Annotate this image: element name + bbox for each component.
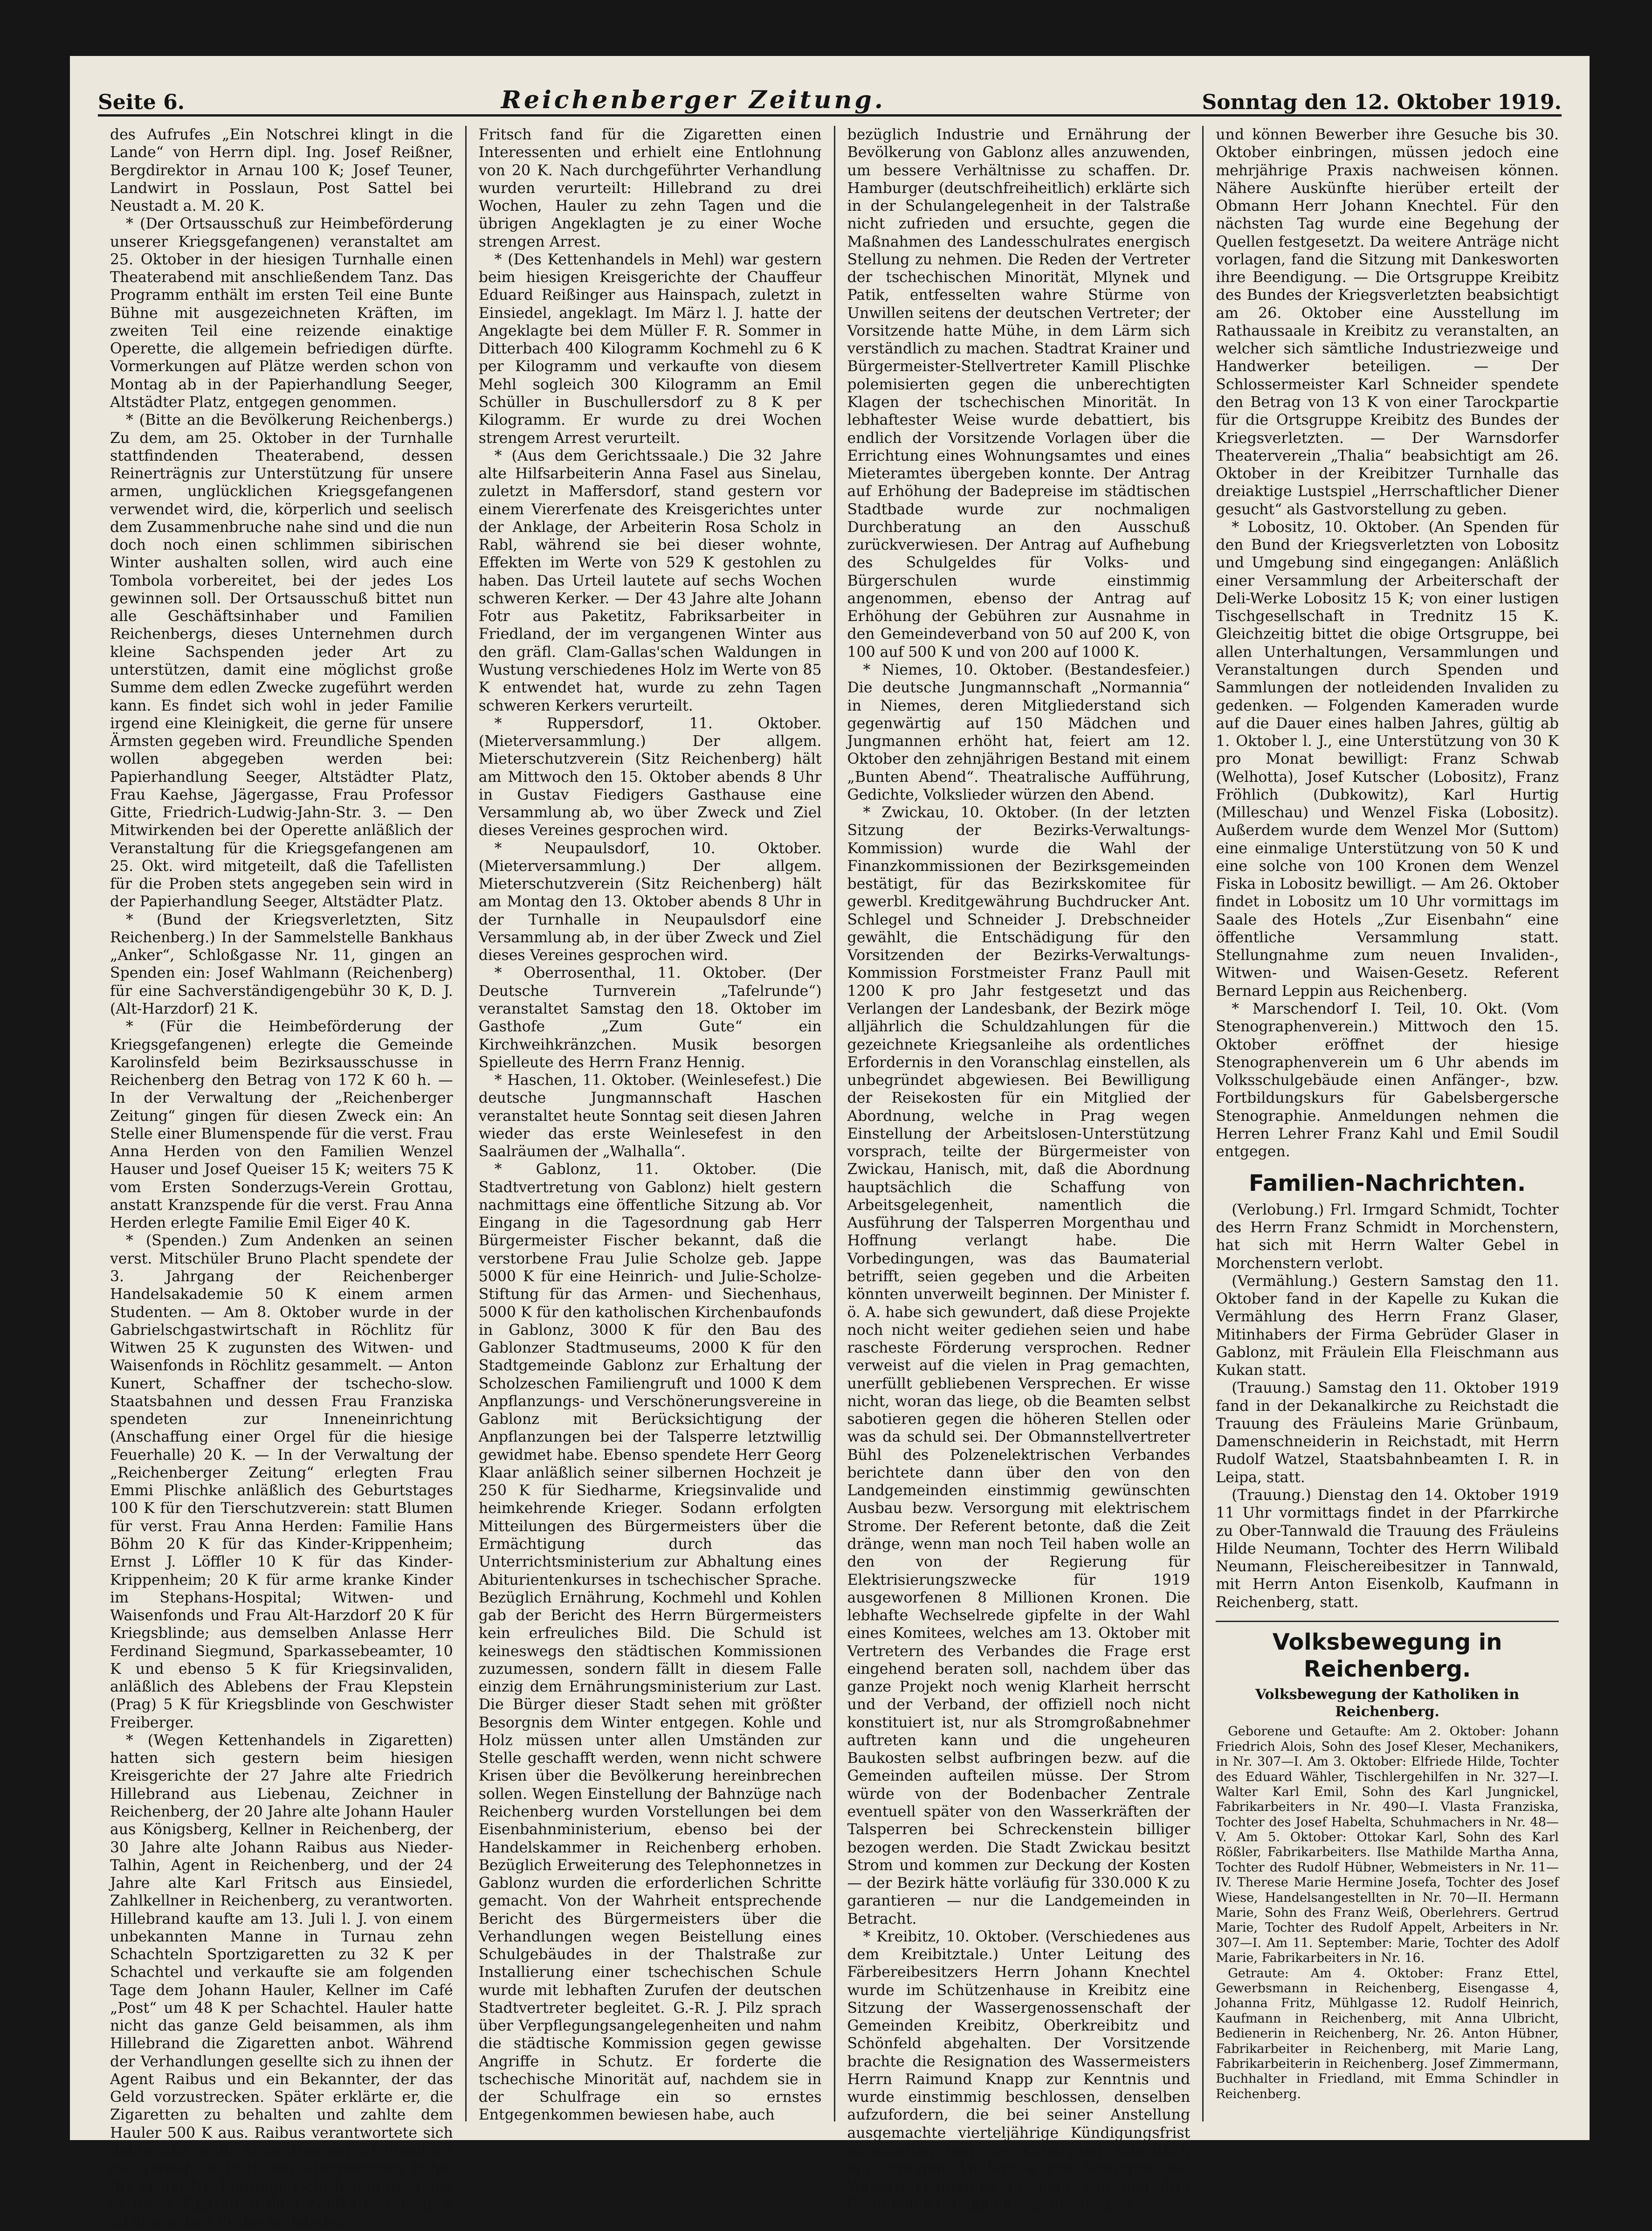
issue-date: Sonntag den 12. Oktober 1919. (1202, 90, 1562, 114)
newspaper-page (70, 56, 1590, 2231)
population-movement (1216, 1724, 1559, 2102)
column-2 (467, 126, 835, 2124)
column-3 (835, 126, 1204, 2213)
article-paragraph: Fritsch fand für die Zigaretten einen Interessenten und erhielt eine Entlohnung von 20 K. Nach durchgeführter Verhandlung wurden verurteilt: Hillebrand zu drei Wochen, Hauler zu zehn Tagen und die übrigen Angeklagten je zu einer Woche strengen Arrest. (478, 126, 822, 250)
family-news-heading: Familien-Nachrichten. (1249, 1170, 1526, 1197)
registry-entry: Getraute: Am 4. Oktober: Franz Ettel, Gewerbsmann in Reichenberg, Eisengasse 4, Johanna Fritz, Mühlgasse 12. Rudolf Heinrich, Kaufmann in Reichenberg, mit Anna Ulbricht, Bedienerin in Reichenberg, Nr. 26. Anton Hübner, Fabrikarbeiter in Reichenberg, mit Marie Lang, Fabrikarbeiterin in Reichenberg. Josef Zimmermann, Buchhalter in Friedland, mit Emma Schindler in Reichenberg. (1216, 1966, 1559, 2101)
registry-entry: Geborene und Getaufte: Am 2. Oktober: Johann Friedrich Alois, Sohn des Josef Kleser, Mechanikers, in Nr. 307—I. Am 3. Oktober: Elfriede Hilde, Tochter des Eduard Wähler, Tischlergehilfen in Nr. 327—I. Walter Karl Emil, Sohn des Karl Jungnickel, Fabrikarbeiters in Nr. 490—I. Vlasta Franziska, Tochter des Josef Habelta, Schuhmachers in Nr. 48—V. Am 5. Oktober: Ottokar Karl, Sohn des Karl Rößler, Fabrikarbeiters. Ilse Mathilde Martha Anna, Tochter des Rudolf Hübner, Webmeisters in Nr. 11—IV. Therese Marie Hermine Josefa, Tochter des Josef Wiese, Handelsangestellten in Nr. 70—II. Hermann Marie, Sohn des Franz Weiß, Oberlehrers. Gertrud Marie, Tochter des Rudolf Appelt, Arbeiters in Nr. 307—I. Am 11. September: Marie, Tochter des Adolf Marie, Fabrikarbeiters in Nr. 16. (1216, 1724, 1559, 1966)
article-paragraph: * (Für die Heimbeförderung der Kriegsgefangenen) erlegte die Gemeinde Karolinsfeld beim Bezirksausschusse in Reichenberg den Betrag von 172 K 60 h. — In der Verwaltung der „Reichenberger Zeitung“ gingen für diesen Zweck ein: An Stelle einer Blumenspende für die verst. Frau Anna Herden von den Familien Wenzel Hauser und Josef Queiser 15 K; weiters 75 K vom Ersten Sonderzugs-Verein Grottau, anstatt Kranzspende für die verst. Frau Anna Herden erlegte Familie Emil Eiger 40 K. (110, 1018, 453, 1232)
population-movement-heading: Volksbewegung in Reichenberg. (1216, 1621, 1559, 1683)
article-paragraph: * Gablonz, 11. Oktober. (Die Stadtvertretung von Gablonz) hielt gestern nachmittags eine öffentliche Sitzung ab. Vor Eingang in die Tagesordnung gab Herr Bürgermeister Fischer bekannt, daß die verstorbene Frau Julie Scholze geb. Jappe 5000 K für eine Heinrich- und Julie-Scholze-Stiftung für das Armen- und Siechenhaus, 5000 K für den katholischen Kirchenbaufonds in Gablonz, 3000 K für den Bau des Gablonzer Stadtmuseums, 2000 K für den Stadtgemeinde Gablonz zur Erhaltung der Scholzeschen Familiengruft und 1000 K dem Anpflanzungs- und Verschönerungsvereine in Gablonz mit Berücksichtigung der Anpflanzungen bei der Talsperre letztwillig gewidmet habe. Ebenso spendete Herr Georg Klaar anläßlich seiner silbernen Hochzeit je 250 K für Siedharme, Kriegsinvalide und heimkehrende Krieger. Sodann erfolgten Mitteilungen des Bürgermeisters über die Ermächtigung durch das Unterrichtsministerium zur Abhaltung eines Abiturientenkurses in tschechischer Sprache. Bezüglich Ernährung, Kochmehl und Kohlen gab der Bericht des Herrn Bürgermeisters kein erfreuliches Bild. Die Schuld ist keineswegs den städtischen Kommissionen zuzumessen, sondern fällt in diesem Falle einzig dem Ernährungsministerium zur Last. Die Bürger dieser Stadt sehen mit größter Besorgnis dem Winter entgegen. Kohle und Holz müssen unter allen Umständen zur Stelle geschafft werden, wenn nicht schwere Krisen über die Bevölkerung hereinbrechen sollen. Wegen Einstellung der Bahnzüge nach Reichenberg wurden Vorstellungen bei dem Eisenbahnministerium, ebenso bei der Handelskammer in Reichenberg erhoben. Bezüglich Erweiterung des Telephonnetzes in Gablonz wurden die erforderlichen Schritte gemacht. Von der Wahrheit entsprechende Bericht des Bürgermeisters über die Verhandlungen wegen Beistellung eines Schulgebäudes in der Thalstraße zur Installierung einer tschechischen Schule wurde mit lebhaften Zurufen der deutschen Stadtvertreter begleitet. G.-R. J. Pilz sprach über Verpflegungsangelegenheiten und nahm die städtische Kommission gegen gewisse Angriffe in Schutz. Er forderte die tschechische Minorität auf, nachdem sie in der Schulfrage ein so ernstes Entgegenkommen bewiesen habe, auch (478, 1161, 822, 2124)
article-paragraph: bezüglich Industrie und Ernährung der Bevölkerung von Gablonz alles anzuwenden, um bessere Verhältnisse zu schaffen. Dr. Hamburger (deutschfreiheitlich) erklärte sich in der Schulangelegenheit in der Talstraße nicht zufrieden und ersuchte, gegen die Maßnahmen des Landesschulrates energisch Stellung zu nehmen. Die Reden der Vertreter der tschechischen Minorität, Mlynek und Patik, entfesselten wahre Stürme von Unwillen seitens der deutschen Vertreter; der Vorsitzende hatte Mühe, in dem Lärm sich verständlich zu machen. Stadtrat Krainer und Bürgermeister-Stellvertreter Kamill Plischke polemisierten gegen die unberechtigten Klagen der tschechischen Minorität. In lebhaftester Weise wurde debattiert, bis endlich der Vorsitzende Vorlagen über die Errichtung eines Wohnungsamtes und eines Mieteramtes übergeben konnte. Der Antrag auf Erhöhung der Badepreise im städtischen Stadtbade wurde zur nochmaligen Durchberatung an den Ausschuß zurückverwiesen. Der Antrag auf Aufhebung des Schulgeldes für Volks- und Bürgerschulen wurde einstimmig angenommen, ebenso der Antrag auf Erhöhung der Gebühren zur Ausnahme in den Gemeindeverband von 50 auf 200 K, von 100 auf 500 K und von 200 auf 1000 K. (847, 126, 1191, 661)
article-paragraph: * Neupaulsdorf, 10. Oktober. (Mieterversammlung.) Der allgem. Mieterschutzverein (Sitz Reichenberg) hält am Montag den 13. Oktober abends 8 Uhr in der Turnhalle in Neupaulsdorf eine Versammlung ab, in der über Zweck und Ziel dieses Vereines gesprochen wird. (478, 840, 822, 964)
article-paragraph: des Aufrufes „Ein Notschrei klingt in die Lande“ von Herrn dipl. Ing. Josef Reißner, Bergdirektor in Arnau 100 K; Josef Teuner, Landwirt in Posslaun, Post Sattel bei Neustadt a. M. 20 K. (110, 126, 453, 215)
family-notice: (Vermählung.) Gestern Samstag den 11. Oktober fand in der Kapelle zu Kukan die Vermählung des Herrn Franz Glaser, Mitinhabers der Firma Gebrüder Glaser in Gablonz, mit Fräulein Ella Fleischmann aus Kukan statt. (1216, 1272, 1559, 1379)
population-movement-subheading: Volksbewegung der Katholiken in Reichenberg. (1255, 1686, 1520, 1720)
article-paragraph: * Ruppersdorf, 11. Oktober. (Mieterversammlung.) Der allgem. Mieterschutzverein (Sitz Reichenberg) hält am Mittwoch den 15. Oktober abends 8 Uhr in Gustav Fiedigers Gasthause eine Versammlung ab, wo über Zweck und Ziel dieses Vereines gesprochen wird. (478, 715, 822, 839)
family-notice: (Trauung.) Samstag den 11. Oktober 1919 fand in der Dekanalkirche zu Reichstadt die Trauung des Fräuleins Marie Grünbaum, Damenschneiderin in Reichstadt, mit Herrn Rudolf Watzel, Staatsbahnbeamten I. R. in Leipa, statt. (1216, 1380, 1559, 1486)
article-paragraph: * Marschendorf I. Teil, 10. Okt. (Vom Stenographenverein.) Mittwoch den 15. Oktober eröffnet der hiesige Stenographenverein um 6 Uhr abends im Volksschulgebäude einen Anfänger-, bzw. Fortbildungskurs für Gabelsbergersche Stenographie. Anmeldungen nehmen die Herren Lehrer Franz Kahl und Emil Soudil entgegen. (1216, 1001, 1559, 1160)
column-4 (1204, 126, 1571, 2121)
article-paragraph: * Kreibitz, 10. Oktober. (Verschiedenes aus dem Kreibitztale.) Unter Leitung des Färbereibesitzers Herrn Johann Knechtel wurde im Schützenhause in Kreibitz eine Sitzung der Wassergenossenschaft der Gemeinden Kreibitz, Oberkreibitz und Schönfeld abgehalten. Der Vorsitzende brachte die Resignation des Wassermeisters Herrn Raimund Knapp zur Kenntnis und wurde einstimmig beschlossen, denselben aufzufordern, die bei seiner Anstellung ausgemachte vierteljährige Kündigungsfrist einzuhalten und die Kündigung schriftlich einzubringen. Weiters wurde bestimmt, die Wassermeisterstelle in jeder von den drei Gemeinden ortsüblich auszuschreiben (847, 1928, 1191, 2213)
family-notice: (Trauung.) Dienstag den 14. Oktober 1919 11 Uhr vormittags findet in der Pfarrkirche zu Ober-Tannwald die Trauung des Fräuleins Hilde Neumann, Tochter des Herrn Wilibald Neumann, Fleischereibesitzer in Tannwald, mit Herrn Anton Eisenkolb, Kaufmann in Reichenberg, statt. (1216, 1486, 1559, 1611)
columns (98, 126, 1571, 2231)
article-paragraph: * Zwickau, 10. Oktober. (In der letzten Sitzung der Bezirks-Verwaltungs-Kommission) wurde die Wahl der Finanzkommissionen der Bezirksgemeinden bestätigt, für das Bezirkskomitee für gewerbl. Kreditgewährung Buchdrucker Ant. Schlegel und Schneider J. Drebschneider gewählt, die Entschädigung für den Vorsitzenden der Bezirks-Verwaltungs-Kommission Forstmeister Franz Paull mit 1200 K pro Jahr festgesetzt und das Verlangen der Landesbank, der Bezirk möge alljährlich die Schuldzahlungen für die gezeichnete Kriegsanleihe als ordentliches Erfordernis in den Voranschlag einstellen, als unbegründet abgewiesen. Bei Bewilligung der Reisekosten für ein Mitglied der Abordnung, welche in Prag wegen Einstellung der Arbeitslosen-Unterstützung vorsprach, teilte der Bürgermeister von Zwickau, Hanisch, mit, daß die Abordnung hauptsächlich die Schaffung von Arbeitsgelegenheit, namentlich die Ausführung der Talsperren Morgenthau und Hoffnung verlangt habe. Die Vorbedingungen, was das Baumaterial betrifft, seien gegeben und die Arbeiten könnten unverweilt beginnen. Der Minister f. ö. A. habe sich gewundert, daß diese Projekte noch nicht weiter gediehen seien und habe rascheste Förderung versprochen. Redner verweist auf die vielen in Prag gemachten, unerfüllt gebliebenen Versprechen. Er wisse nicht, woran das liege, ob die Beamten selbst sabotieren gegen die höheren Stellen oder was da schuld sei. Der Obmannstellvertreter Bühl des Polzenelektrischen Verbandes berichtete dann über den von den Landgemeinden einstimmig gewünschten Ausbau bezw. Versorgung mit elektrischem Strome. Der Referent betonte, daß die Zeit dränge, wenn man noch Teil haben wolle an den von der Regierung für Elektrisierungszwecke für 1919 ausgeworfenen 8 Millionen Kronen. Die lebhafte Wechselrede gipfelte in der Wahl eines Komitees, welches am 13. Oktober mit Vertretern des Verbandes die Frage erst eingehend beraten soll, nachdem über das ganze Projekt noch wenig Klarheit herrscht und der Verband, der offiziell noch nicht konstituiert ist, nur als Stromgroßabnehmer auftreten kann und die ungeheuren Baukosten selbst aufbringen bezw. auf die Gemeinden aufteilen müsse. Der Strom würde von der Bodenbacher Zentrale eventuell später von den Wasserkräften der Talsperren bei Schreckenstein billiger bezogen werden. Die Stadt Zwickau besitzt Strom und kommen zur Deckung der Kosten — der Bezirk hätte vorläufig für 330.000 K zu garantieren — nur die Landgemeinden in Betracht. (847, 804, 1191, 1927)
article-paragraph: * Oberrosenthal, 11. Oktober. (Der Deutsche Turnverein „Tafelrunde“) veranstaltet Samstag den 18. Oktober im Gasthofe „Zum Gute“ ein Kirchweihkränzchen. Musik besorgen Spielleute des Herrn Franz Hennig. (478, 965, 822, 1071)
article-paragraph: * (Aus dem Gerichtssaale.) Die 32 Jahre alte Hilfsarbeiterin Anna Fasel aus Sinelau, zuletzt in Maffersdorf, stand gestern vor einem Viererfenate des Kreisgerichtes unter der Anklage, der Arbeiterin Rosa Scholz in Rabl, während sie bei dieser wohnte, Effekten im Werte von 529 K gestohlen zu haben. Das Urteil lautete auf sechs Wochen schweren Kerker. — Der 43 Jahre alte Johann Fotr aus Paketitz, Fabriksarbeiter in Friedland, der im vergangenen Winter aus den gräfl. Clam-Gallas'schen Waldungen in Wustung verschiedenes Holz im Werte von 85 K entwendet hat, wurde zu zehn Tagen schweren Kerkers verurteilt. (478, 447, 822, 714)
page-number: Seite 6. (98, 90, 185, 114)
family-news (1216, 1201, 1559, 1611)
article-paragraph: und können Bewerber ihre Gesuche bis 30. Oktober einbringen, müssen jedoch eine mehrjährige Praxis nachweisen können. Nähere Auskünfte hierüber erteilt der Obmann Herr Johann Knechtel. Für den nächsten Tag wurde eine Begehung der Quellen festgesetzt. Da weitere Anträge nicht vorlagen, fand die Sitzung mit Dankesworten ihre Beendigung. — Die Ortsgruppe Kreibitz des Bundes der Kriegsverletzten beabsichtigt am 26. Oktober eine Ausstellung im Rathaussaale in Kreibitz zu veranstalten, an welcher sich sämtliche Industriezweige und Handwerker beteiligen. — Der Schlossermeister Karl Schneider spendete den Betrag von 13 K von einer Tarockpartie für die Ortsgruppe Kreibitz des Bundes der Kriegsverletzten. — Der Warnsdorfer Theaterverein „Thalia“ beabsichtigt am 26. Oktober in der Kreibitzer Turnhalle das dreiaktige Lustspiel „Herrschaftlicher Diener gesucht“ als Gastvorstellung zu geben. (1216, 126, 1559, 518)
article-paragraph: * Lobositz, 10. Oktober. (An Spenden für den Bund der Kriegsverletzten von Lobositz und Umgebung sind eingegangen: Anläßlich einer Versammlung der Arbeiterschaft der Deli-Werke Lobositz 15 K; von einer lustigen Tischgesellschaft in Trednitz 15 K. Gleichzeitig bittet die obige Ortsgruppe, bei allen Unterhaltungen, Versammlungen und Veranstaltungen durch Spenden und Sammlungen der notleidenden Invaliden zu gedenken. — Folgenden Kameraden wurde auf die Dauer eines halben Jahres, gültig ab 1. Oktober l. J., eine Unterstützung von 30 K pro Monat bewilligt: Franz Schwab (Welhotta), Josef Kutscher (Lobositz), Franz Fröhlich (Dubkowitz), Karl Hurtig (Milleschau) und Wenzel Fiska (Lobositz). Außerdem wurde dem Wenzel Mor (Suttom) eine einmalige Unterstützung von 50 K und eine solche von 100 Kronen dem Wenzel Fiska in Lobositz bewilligt. — Am 26. Oktober findet in Lobositz um 10 Uhr vormittags im Saale des Hotels „Zur Eisenbahn“ eine öffentliche Versammlung statt. Stellungnahme zum neuen Invaliden-, Witwen- und Waisen-Gesetz. Referent Bernard Leppin aus Reichenberg. (1216, 518, 1559, 1000)
family-notice: (Verlobung.) Frl. Irmgard Schmidt, Tochter des Herrn Franz Schmidt in Morchenstern, hat sich mit Herrn Walter Gebel in Morchenstern verlobt. (1216, 1201, 1559, 1272)
article-paragraph: * (Spenden.) Zum Andenken an seinen verst. Mitschüler Bruno Placht spendete der 3. Jahrgang der Reichenberger Handelsakademie 50 K einem armen Studenten. — Am 8. Oktober wurde in der Gabrielschgastwirtschaft in Röchlitz für Witwen 25 K zugunsten des Witwen- und Waisenfonds in Röchlitz gesammelt. — Anton Kunert, Schaffner der tschecho-slow. Staatsbahnen und dessen Frau Franziska spendeten zur Inneneinrichtung (Anschaffung einer Orgel für die hiesige Feuerhalle) 20 K. — In der Verwaltung der „Reichenberger Zeitung“ erlegten Frau Emmi Plischke anläßlich des Geburtstages 100 K für den Tierschutzverein: statt Blumen für verst. Frau Anna Herden: Familie Hans Böhm 20 K für das Kinder-Krippenheim; Ernst J. Löffler 10 K für das Kinder-Krippenheim; 20 K für arme kranke Kinder im Stephans-Hospital; Witwen- und Waisenfonds und Frau Alt-Harzdorf 20 K für Kriegsblinde; aus demselben Anlasse Herr Ferdinand Siegmund, Sparkassebeamter, 10 K und ebenso 5 K für Kriegsinvaliden, anläßlich des Ablebens der Frau Klepstein (Prag) 5 K für Kriegsblinde von Geschwister Freiberger. (110, 1232, 453, 1731)
article-paragraph: * (Bund der Kriegsverletzten, Sitz Reichenberg.) In der Sammelstelle Bankhaus „Anker“, Schloßgasse Nr. 11, gingen an Spenden ein: Josef Wahlmann (Reichenberg) für eine Sachverständigengebühr 30 K, D. J. (Alt-Harzdorf) 21 K. (110, 911, 453, 1018)
column-4-articles (1216, 126, 1559, 1160)
article-paragraph: * (Bitte an die Bevölkerung Reichenbergs.) Zu dem, am 25. Oktober in der Turnhalle stattfindenden Theaterabend, dessen Reinerträgnis zur Unterstützung für unsere armen, unglücklichen Kriegsgefangenen verwendet wird, die, körperlich und seelisch dem Zusammenbruche nahe sind und die nun doch noch einen schlimmen sibirischen Winter aushalten sollen, wird auch eine Tombola vorbereitet, bei der jedes Los gewinnen soll. Der Ortsausschuß bittet nun alle Geschäftsinhaber und Familien Reichenbergs, dieses Unternehmen durch kleine Sachspenden jeder Art zu unterstützen, damit eine möglichst große Summe dem edlen Zwecke zugeführt werden kann. Es findet sich wohl in jeder Familie irgend eine Kleinigkeit, die gerne für unsere Ärmsten gegeben wird. Freundliche Spenden wollen abgegeben werden bei: Papierhandlung Seeger, Altstädter Platz, Frau Kaehse, Jägergasse, Frau Professor Gitte, Friedrich-Ludwig-Jahn-Str. 3. — Den Mitwirkenden bei der Operette anläßlich der Veranstaltung für die Kriegsgefangenen am 25. Okt. wird mitgeteilt, daß die Tafellisten für die Proben stets angegeben sein wird in der Papierhandlung Seeger, Altstädter Platz. (110, 412, 453, 911)
article-paragraph: * (Der Ortsausschuß zur Heimbeförderung unserer Kriegsgefangenen) veranstaltet am 25. Oktober in der hiesigen Turnhalle einen Theaterabend mit anschließendem Tanz. Das Programm enthält im ersten Teil eine Bunte Bühne mit ausgezeichneten Kräften, im zweiten Teil eine reizende einaktige Operette, die allgemein befriedigen dürfte. Vormerkungen auf Plätze werden schon von Montag ab in der Papierhandlung Seeger, Altstädter Platz, entgegen genommen. (110, 215, 453, 411)
page-header (98, 72, 1562, 117)
masthead: Reichenberger Zeitung. (501, 86, 886, 114)
article-paragraph: * Niemes, 10. Oktober. (Bestandesfeier.) Die deutsche Jungmannschaft „Normannia“ in Niemes, deren Mitgliederstand sich gegenwärtig auf 150 Mädchen und Jungmannen erhöht hat, feiert am 12. Oktober den zehnjährigen Bestand mit einem „Bunten Abend“. Theatralische Aufführung, Gedichte, Volkslieder würzen den Abend. (847, 661, 1191, 803)
article-paragraph: * (Wegen Kettenhandels in Zigaretten) hatten sich gestern beim hiesigen Kreisgerichte der 27 Jahre alte Friedrich Hillebrand aus Liebenau, Zeichner in Reichenberg, der 20 Jahre alte Johann Hauler aus Königsberg, Kellner in Reichenberg, der 30 Jahre alte Johann Raibus aus Nieder-Talhin, Agent in Reichenberg, und der 24 Jahre alte Karl Fritsch aus Einsiedel, Zahlkellner in Reichenberg, zu verantworten. Hillebrand kaufte am 13. Juli l. J. von einem unbekannten Manne in Turnau zehn Schachteln Sportzigaretten zu 32 K per Schachtel und verkaufte sie am folgenden Tage dem Johann Hauler, Kellner im Café „Post“ um 48 K per Schachtel. Hauler hatte nicht das ganze Geld beisammen, als ihm Hillebrand die Zigaretten anbot. Während der Verhandlungen gesellte sich zu ihnen der Agent Raibus und ein Bekannter, der das Geld vorzustrecken. Später erklärte er, die Zigaretten zu behalten und zahlte dem Hauler 500 K aus. Raibus verantwortete sich dahin, daß er die Zigaretten nur als Pfand für das gewährte Darlehen übernommen habe. Als er am Nachmittage Geld benötigte, habe er diese Zigaretten dem Zahlkellner Fritsch zu demselben Preise angeboten. (110, 1732, 453, 2231)
article-paragraph: * Haschen, 11. Oktober. (Weinlesefest.) Die deutsche Jungmannschaft Haschen veranstaltet heute Sonntag seit diesen Jahren wieder das erste Weinlesefest in den Saalräumen der „Walhalla“. (478, 1072, 822, 1160)
article-paragraph: * (Des Kettenhandels in Mehl) war gestern beim hiesigen Kreisgerichte der Chauffeur Eduard Reißinger aus Hainspach, zuletzt in Einsiedel, angeklagt. Im März l. J. hatte der Angeklagte bei dem Müller F. R. Sommer in Ditterbach 400 Kilogramm Kochmehl zu 6 K per Kilogramm und verkaufte von diesem Mehl sogleich 300 Kilogramm an Emil Schüller in Buschullersdorf zu 8 K per Kilogramm. Er wurde zu drei Wochen strengem Arrest verurteilt. (478, 251, 822, 447)
column-1 (98, 126, 467, 2231)
